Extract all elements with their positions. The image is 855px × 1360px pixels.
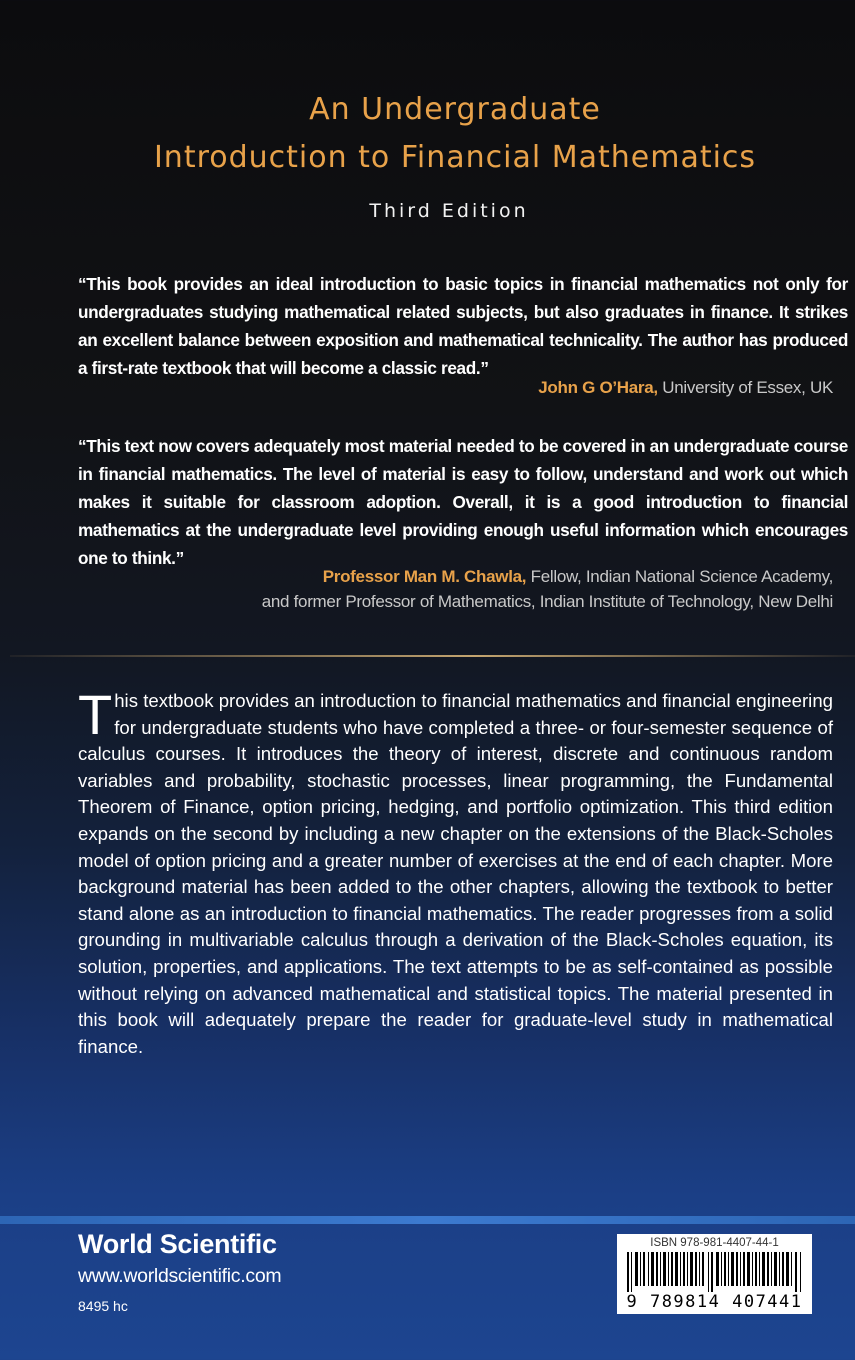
edition-label: Third Edition [369,200,529,222]
endorsement-quote-1: “This book provides an ideal introduction to basic topics in financial mathematics not only for undergraduates studying mathematical related subjects, but also graduates in finance. It strikes an excellent balance between exposition and mathematical technicality. The author has produced a first-rate textbook that will become a classic read.” [78,274,848,378]
book-title-line-1: An Undergraduate [309,92,601,127]
endorser-affiliation-2: Fellow, Indian National Science Academy, [530,567,833,586]
endorsement-attribution-1 [538,376,833,400]
endorser-affiliation-1: University of Essex, UK [662,378,833,397]
endorser-name-1: John G O’Hara, [538,378,658,397]
isbn-label: ISBN 978-981-4407-44-1 [650,1237,779,1249]
isbn-barcode-box [617,1234,812,1314]
endorsement-quote-2: “This text now covers adequately most material needed to be covered in an undergraduate course in financial mathematics. The level of material is easy to follow, understand and work out which makes it suitable for classroom adoption. Overall, it is a good introduction to financial mathematics at the undergraduate level providing enough useful information which encourages one to think.” [78,436,848,568]
book-description [78,683,833,1060]
barcode-icon [625,1252,805,1292]
publisher-url: www.worldscientific.com [78,1265,282,1287]
book-title-line-2: Introduction to Financial Mathematics [153,140,757,175]
dropcap-letter: T [78,683,113,746]
endorser-name-2: Professor Man M. Chawla, [322,567,527,586]
footer-band [0,1216,855,1224]
endorsement-attribution-2 [323,565,833,589]
publisher-name: World Scientific [78,1229,277,1259]
barcode-digits: 9 789814 407441 [626,1292,803,1312]
description-text: his textbook provides an introduction to financial mathematics and financial engineering for undergraduate students who have completed a three- or four-semester sequence of calculus courses. It introduces the theory of interest, discrete and continuous random variables and probability, stochastic processes, linear programming, the Fundamental Theorem of Finance, option pricing, hedging, and portfolio optimization. This third edition expands on the second by including a new chapter on the extensions of the Black-Scholes model of option pricing and a greater number of exercises at the end of each chapter. More background material has been added to the other chapters, allowing the textbook to better stand alone as an introduction to financial mathematics. The reader progresses from a solid grounding in multivariable calculus through a derivation of the Black-Scholes equation, its solution, properties, and applications. The text attempts to be as self-contained as possible without relying on advanced mathematical and statistical topics. The material presented in this book will adequately prepare the reader for graduate-level study in mathematical finance. [78,690,833,1057]
endorser-affiliation-2b: and former Professor of Mathematics, Indian Institute of Technology, New Delhi [261,592,833,611]
section-divider [10,655,855,657]
product-code: 8495 hc [78,1298,128,1314]
